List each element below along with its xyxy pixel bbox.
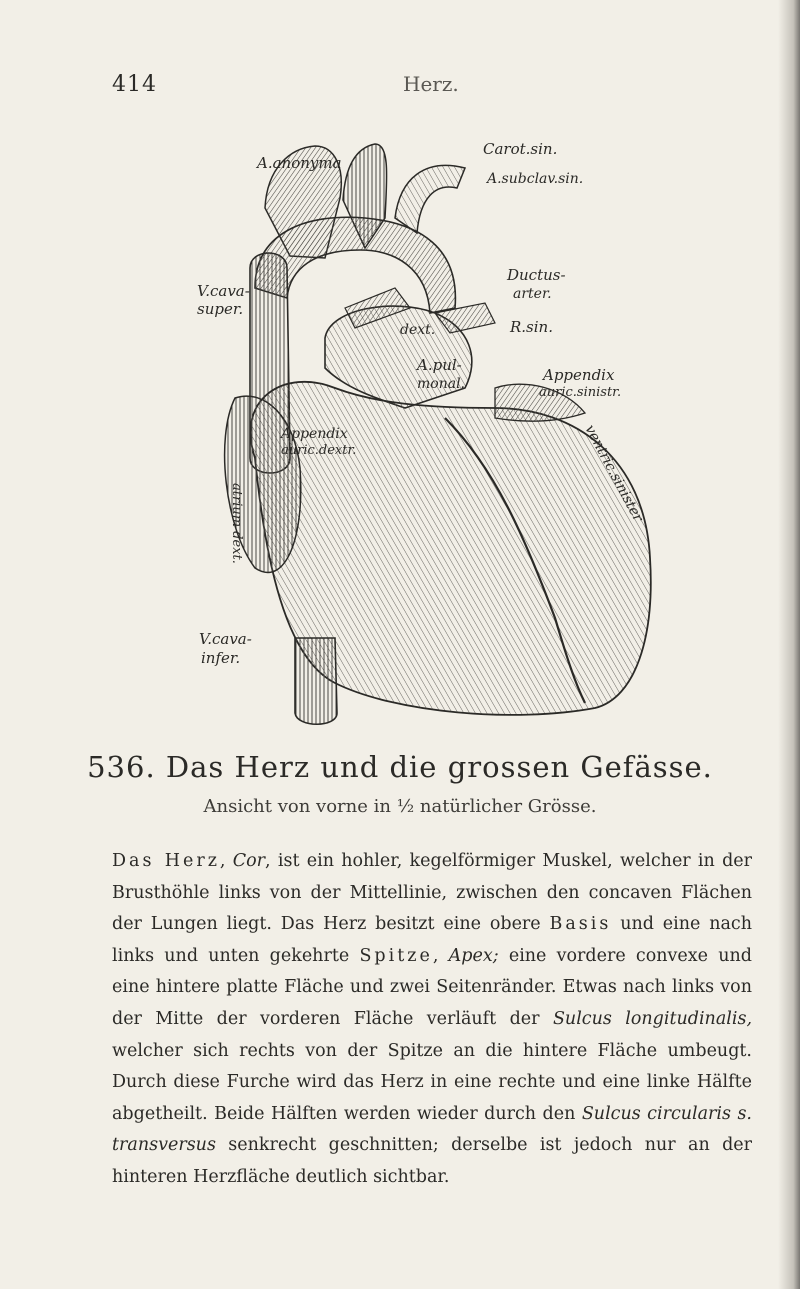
label-subclav: A.subclav.sin.	[487, 171, 584, 187]
page-edge-shadow	[778, 0, 800, 1289]
label-apul-2: monal.	[417, 376, 465, 392]
term-sulcus-circularis: Sulcus circularis s. transversus	[112, 1103, 752, 1156]
label-ductus-2: arter.	[513, 286, 552, 302]
term-spitze: Spitze	[359, 945, 433, 966]
figure-caption-subtitle: Ansicht von vorne in ½ natürlicher Grösse.	[203, 796, 597, 817]
label-dext: dext.	[400, 322, 436, 338]
text-run: welcher sich rechts von der Spitze an die hintere Fläche umbeugt. Durch diese Furche wird das Herz in eine rechte und eine linke Hälfte abgetheilt. Beide Hälften werden wieder durch den	[112, 1040, 752, 1124]
label-ventric-sinister: ventric.sinister	[581, 422, 646, 525]
label-app-dex-2: auric.dextr.	[281, 443, 357, 458]
label-vcava-super-2: super.	[197, 300, 244, 318]
label-rsin: R.sin.	[510, 318, 553, 336]
term-sulcus-longitudinalis: Sulcus longitudinalis,	[552, 1008, 753, 1029]
text-run: und eine nach links und unten gekehrte	[112, 914, 752, 966]
label-ductus-1: Ductus-	[507, 266, 566, 284]
inferior-vena-cava	[295, 638, 337, 724]
label-vcava-infer-2: infer.	[201, 649, 241, 667]
figure-caption-title: 536. Das Herz und die grossen Gefässe.	[87, 750, 713, 784]
body-paragraph	[112, 846, 752, 1194]
label-atrium-dext: atrium dext.	[229, 483, 244, 564]
text-run: senkrecht geschnitten; derselbe ist jedoch nur an der hinteren Herzfläche deutlich sichtbar.	[112, 1135, 752, 1187]
text-run: , ist ein hohler, kegelförmiger Muskel, welcher in der Brusthöhle links von der Mittellinie, zwischen den concaven Flächen der Lungen liegt. Das Herz besitzt eine obere	[112, 851, 752, 935]
label-app-sin-2: auric.sinistr.	[539, 385, 622, 400]
page-number: 414	[112, 72, 157, 97]
text-run: ,	[432, 945, 449, 966]
label-vcava-infer-1: V.cava-	[199, 630, 252, 648]
term-apex: Apex;	[448, 945, 499, 966]
heart-illustration	[195, 138, 675, 728]
label-app-dex-1: Appendix	[281, 426, 348, 442]
term-basis: Basis	[549, 914, 612, 935]
label-apul-1: A.pul-	[417, 356, 462, 374]
left-subclavian-artery	[395, 165, 465, 233]
heart-drawing	[195, 138, 675, 728]
label-app-sin-1: Appendix	[543, 366, 615, 384]
text-run: ,	[219, 851, 233, 871]
label-carot: Carot.sin.	[483, 140, 558, 158]
label-vcava-super-1: V.cava-	[197, 282, 250, 300]
term-cor: Cor	[232, 851, 266, 871]
term-das-herz: Das Herz	[112, 851, 220, 871]
running-head: Herz.	[403, 72, 459, 96]
text-run: eine vordere convexe und eine hintere platte Fläche und zwei Seitenränder. Etwas nach links von der Mitte der vorderen Fläche verläuft der	[112, 945, 752, 1029]
label-anonyma: A.anonyma	[257, 154, 342, 172]
